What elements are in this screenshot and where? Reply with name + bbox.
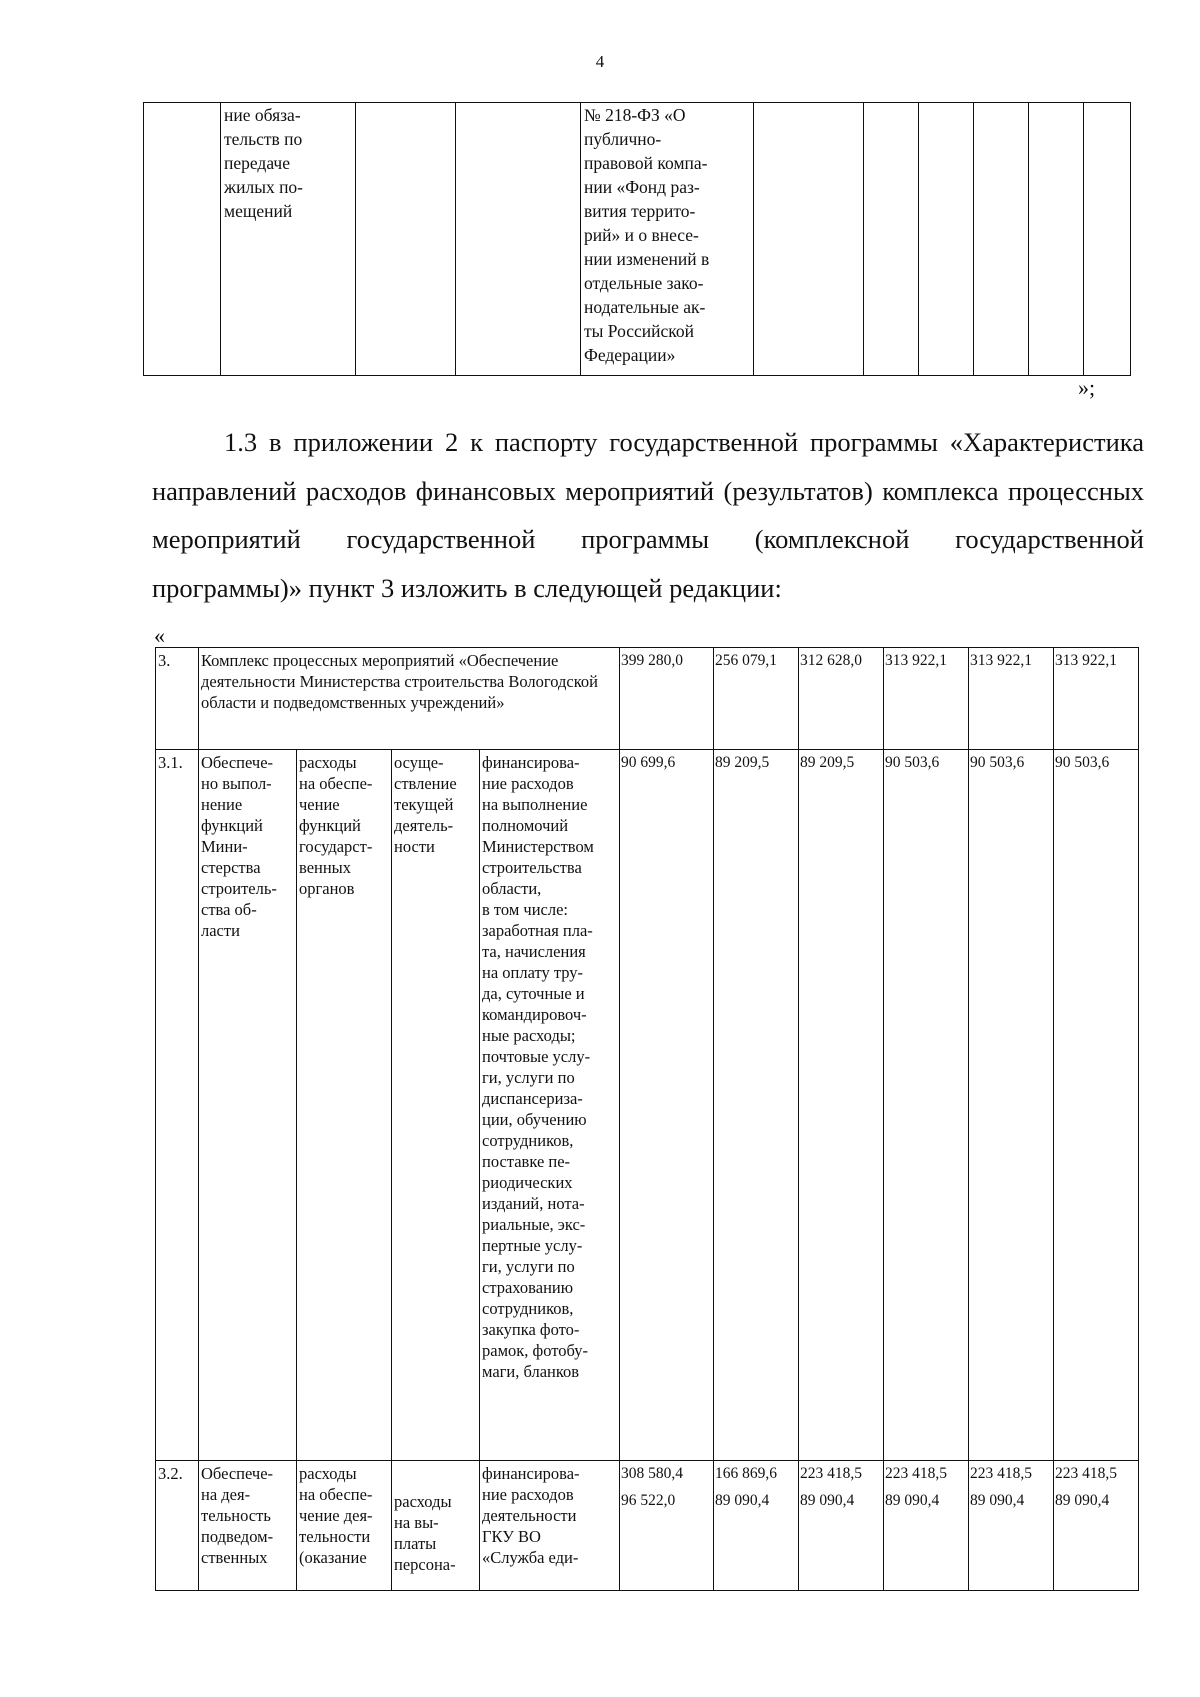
value-text: 223 418,5	[970, 1465, 1033, 1482]
table-cell: осуще- ствление текущей деятель- ности	[392, 750, 480, 1461]
complex-title: Комплекс процессных мероприятий «Обеспечение деятельности Министерства строительства Вологодской области и подведомственных учреждений»	[199, 648, 620, 750]
paragraph-text: 1.3 в приложении 2 к паспорту государственной программы «Характеристика направлений расходов финансовых мероприятий (результатов) комплекса процессных мероприятий государственной программы (комплексной государственной программы)» пункт 3 изложить в следующей редакции:	[152, 427, 1144, 603]
table-cell: № 218-ФЗ «О публично- правовой компа- нии «Фонд раз- вития террито- рий» и о внесе- нии изменений в отдельные зако- нодательные ак- ты Российской Федерации»	[581, 103, 754, 376]
table-cell	[864, 103, 919, 376]
value-text: 308 580,4	[621, 1465, 684, 1482]
table-row-3	[156, 648, 1139, 750]
value-cell	[969, 1461, 1054, 1591]
value-cell: 89 209,5	[714, 750, 799, 1461]
value-cell: 89 209,5	[799, 750, 884, 1461]
value-cell: 90 503,6	[884, 750, 969, 1461]
table-cell	[754, 103, 864, 376]
table-row-3-2	[156, 1461, 1139, 1591]
expenses-table	[155, 647, 1139, 1591]
table-cell	[456, 103, 581, 376]
sub-value-text: 89 090,4	[1055, 1492, 1110, 1509]
value-cell: 90 699,6	[620, 750, 714, 1461]
table-cell: расходы на обеспе- чение дея- тельности (оказание	[297, 1461, 392, 1591]
value-cell: 313 922,1	[884, 648, 969, 750]
table-cell: Обеспече- на дея- тельность подведом- ственных	[199, 1461, 297, 1591]
value-cell: 313 922,1	[969, 648, 1054, 750]
table-cell: расходы на обеспе- чение функций государст- венных органов	[297, 750, 392, 1461]
value-cell: 399 280,0	[620, 648, 714, 750]
page-number: 4	[595, 52, 605, 71]
table-cell: Обеспече- но выпол- нение функций Мини- стерства строитель- ства об- ласти	[199, 750, 297, 1461]
value-cell	[884, 1461, 969, 1591]
closing-quote: »;	[1078, 375, 1096, 400]
value-cell: 312 628,0	[799, 648, 884, 750]
value-cell: 256 079,1	[714, 648, 799, 750]
body-paragraph	[152, 418, 1144, 612]
table-cell: финансирова- ние расходов деятельности ГКУ ВО «Служба еди-	[480, 1461, 620, 1591]
table-cell	[1084, 103, 1131, 376]
value-cell: 90 503,6	[969, 750, 1054, 1461]
continued-table	[143, 102, 1131, 376]
sub-value-text: 89 090,4	[970, 1492, 1025, 1509]
opening-quote: «	[154, 623, 165, 648]
row-number: 3.	[156, 648, 199, 750]
sub-value-text: 89 090,4	[715, 1492, 770, 1509]
value-cell	[1054, 1461, 1139, 1591]
table-cell	[1029, 103, 1084, 376]
value-text: 223 418,5	[800, 1465, 863, 1482]
value-text: 223 418,5	[1055, 1465, 1118, 1482]
table-cell	[144, 103, 221, 376]
value-cell: 90 503,6	[1054, 750, 1139, 1461]
sub-value-text: 96 522,0	[621, 1492, 676, 1509]
value-cell	[714, 1461, 799, 1591]
table-cell	[356, 103, 456, 376]
table-cell: финансирова- ние расходов на выполнение полномочий Министерством строительства области, в том числе: заработная пла- та, начисления на оплату тру- да, суточные и командировоч- ные расходы; почтовые услу- ги, услуги по диспансериза- ции, обучению сотрудников, поставке пе- риодических изданий, нота- риальные, экс- пертные услу- ги, услуги по страхованию сотрудников, закупка фото- рамок, фотобу- маги, бланков	[480, 750, 620, 1461]
value-text: 166 869,6	[715, 1465, 778, 1482]
value-cell: 313 922,1	[1054, 648, 1139, 750]
table-cell	[974, 103, 1029, 376]
row-number: 3.2.	[156, 1461, 199, 1591]
table-cell-text: расходы на вы- платы персона-	[394, 1492, 456, 1574]
table-row	[144, 103, 1131, 376]
value-cell	[620, 1461, 714, 1591]
value-cell	[799, 1461, 884, 1591]
sub-value-text: 89 090,4	[800, 1492, 855, 1509]
table-cell	[919, 103, 974, 376]
row-number: 3.1.	[156, 750, 199, 1461]
value-text: 223 418,5	[885, 1465, 948, 1482]
table-cell	[392, 1461, 480, 1591]
table-cell: ние обяза- тельств по передаче жилых по- мещений	[221, 103, 356, 376]
table-row-3-1	[156, 750, 1139, 1461]
sub-value-text: 89 090,4	[885, 1492, 940, 1509]
